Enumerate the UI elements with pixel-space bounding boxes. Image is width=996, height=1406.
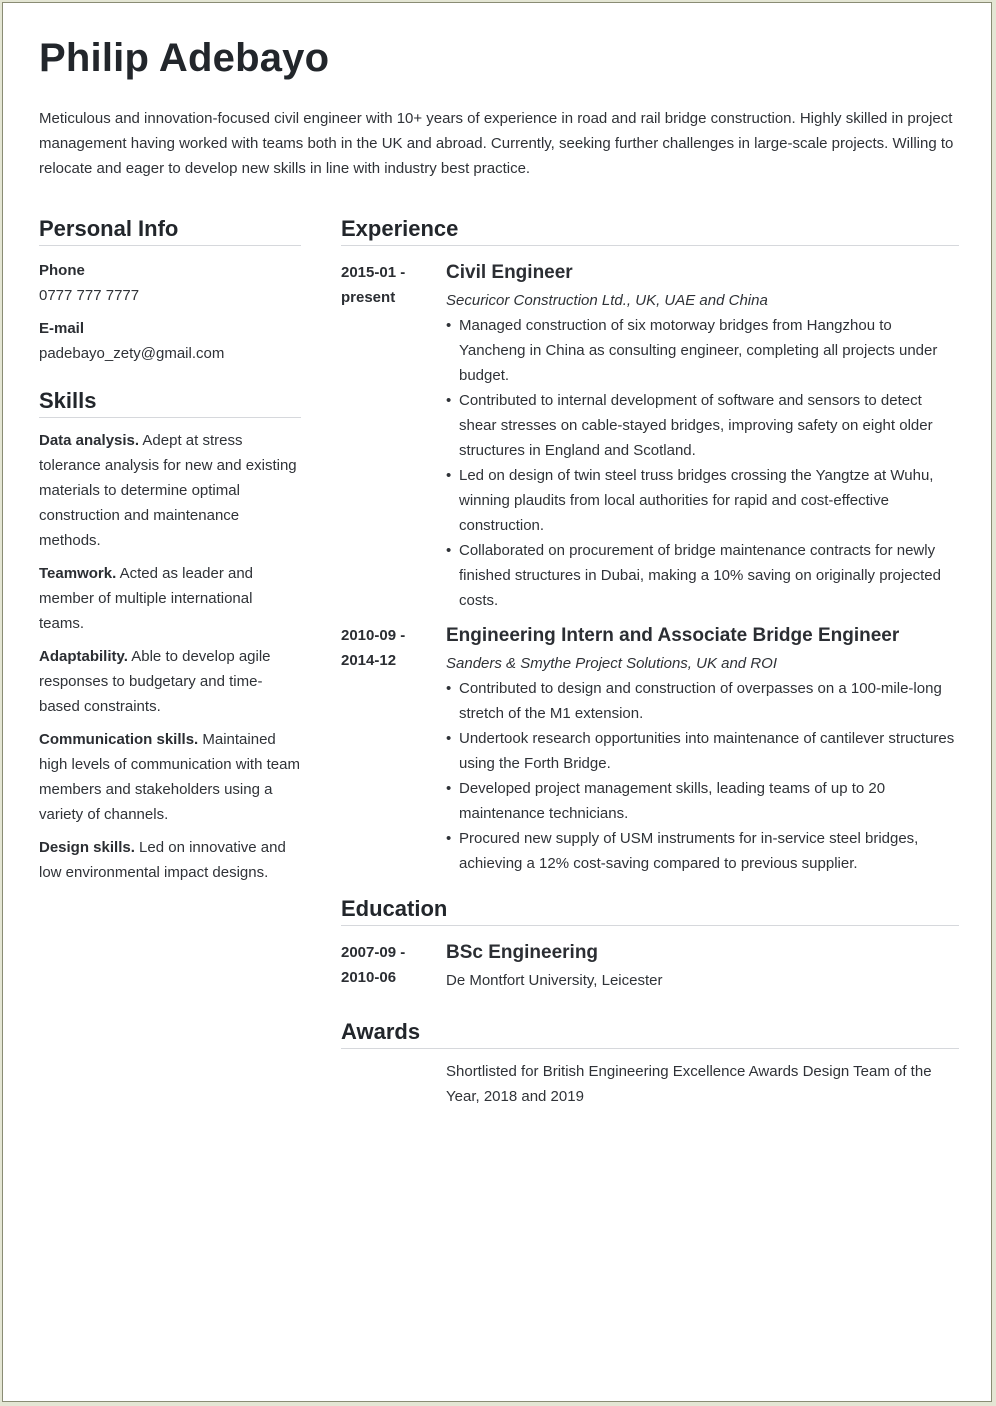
experience-entry (341, 623, 959, 876)
profile-summary: Meticulous and innovation-focused civil engineer with 10+ years of experience in road and rail bridge construction. Highly skilled in project management having worked with teams both in the UK and abroad. Currently, seeking further challenges in large-scale projects. Willing to relocate and eager to develop new skills in line with industry best practice. (39, 110, 954, 177)
bullet-icon: • (446, 680, 452, 697)
email-label: E-mail (39, 320, 85, 337)
bullet-item (446, 388, 959, 463)
bullet-text: Procured new supply of USM instruments for in-service steel bridges, achieving a 12% cost-saving compared to previous supplier. (459, 830, 919, 872)
entry-date (341, 260, 446, 613)
email-value: padebayo_zety@gmail.com (39, 345, 225, 362)
bullet-icon: • (446, 780, 452, 797)
company-name: Sanders & Smythe Project Solutions, UK and ROI (446, 655, 777, 672)
personal-info-heading: Personal Info (39, 216, 301, 246)
entry-body (446, 940, 959, 993)
entry-body (446, 260, 959, 613)
date-end: 2014-12 (341, 652, 397, 669)
skill-item (39, 835, 301, 885)
experience-heading: Experience (341, 216, 959, 246)
skill-item (39, 561, 301, 636)
skill-description: Able to develop agile responses to budgetary and time-based constraints. (39, 648, 271, 715)
award-text: Shortlisted for British Engineering Excellence Awards Design Team of the Year, 2018 and 2019 (446, 1063, 932, 1105)
job-bullets (446, 676, 959, 876)
skill-name: Data analysis. (39, 432, 140, 449)
bullet-icon: • (446, 542, 452, 559)
bullet-item (446, 726, 959, 776)
degree-title: BSc Engineering (446, 942, 599, 963)
skill-name: Teamwork. (39, 565, 117, 582)
education-entry (341, 940, 959, 993)
entry-date (341, 1059, 446, 1109)
candidate-name: Philip Adebayo (39, 36, 330, 80)
bullet-icon: • (446, 830, 452, 847)
skills-list (39, 428, 301, 885)
bullet-icon: • (446, 392, 452, 409)
skills-heading: Skills (39, 388, 301, 418)
date-start: 2015-01 - (341, 264, 406, 281)
award-entry (341, 1059, 959, 1109)
entry-body (446, 1059, 959, 1109)
date-end: present (341, 289, 396, 306)
entry-body (446, 623, 959, 876)
bullet-icon: • (446, 730, 452, 747)
bullet-item (446, 313, 959, 388)
bullet-icon: • (446, 317, 452, 334)
skill-description: Adept at stress tolerance analysis for new and existing materials to determine optimal construction and maintenance methods. (39, 432, 297, 549)
job-bullets (446, 313, 959, 613)
bullet-text: Contributed to internal development of software and sensors to detect shear stresses on cable-stayed bridges, improving safety on eight older structures in England and Scotland. (459, 392, 933, 459)
skill-name: Design skills. (39, 839, 135, 856)
skill-item (39, 428, 301, 553)
bullet-text: Contributed to design and construction of overpasses on a 100-mile-long stretch of the M1 extension. (459, 680, 942, 722)
phone-block (39, 258, 301, 308)
bullet-text: Developed project management skills, leading teams of up to 20 maintenance technicians. (459, 780, 886, 822)
date-start: 2007-09 - (341, 944, 406, 961)
bullet-item (446, 826, 959, 876)
bullet-text: Undertook research opportunities into maintenance of cantilever structures using the Forth Bridge. (459, 730, 955, 772)
left-column (39, 216, 301, 893)
bullet-item (446, 676, 959, 726)
bullet-item (446, 538, 959, 613)
entry-date (341, 940, 446, 993)
date-start: 2010-09 - (341, 627, 406, 644)
skill-name: Communication skills. (39, 731, 199, 748)
date-end: 2010-06 (341, 969, 397, 986)
school-name: De Montfort University, Leicester (446, 972, 663, 989)
skill-description: Led on innovative and low environmental impact designs. (39, 839, 286, 881)
skill-item (39, 644, 301, 719)
phone-value: 0777 777 7777 (39, 287, 140, 304)
skill-name: Adaptability. (39, 648, 128, 665)
right-column (341, 216, 959, 1109)
resume-page (2, 2, 992, 1402)
bullet-text: Managed construction of six motorway bridges from Hangzhou to Yancheng in China as consulting engineer, completing all projects under budget. (459, 317, 938, 384)
job-title: Civil Engineer (446, 262, 573, 283)
bullet-icon: • (446, 467, 452, 484)
job-title: Engineering Intern and Associate Bridge Engineer (446, 625, 900, 646)
bullet-text: Collaborated on procurement of bridge maintenance contracts for newly finished structures in Dubai, making a 10% saving on originally projected costs. (459, 542, 941, 609)
bullet-item (446, 463, 959, 538)
skill-description: Maintained high levels of communication with team members and stakeholders using a variety of channels. (39, 731, 300, 823)
skill-item (39, 727, 301, 827)
phone-label: Phone (39, 262, 85, 279)
education-heading: Education (341, 896, 959, 926)
entry-date (341, 623, 446, 876)
skill-description: Acted as leader and member of multiple international teams. (39, 565, 254, 632)
awards-heading: Awards (341, 1019, 959, 1049)
email-block (39, 316, 301, 366)
bullet-text: Led on design of twin steel truss bridges crossing the Yangtze at Wuhu, winning plaudits from local authorities for rapid and cost-effective construction. (459, 467, 934, 534)
company-name: Securicor Construction Ltd., UK, UAE and China (446, 292, 768, 309)
experience-entry (341, 260, 959, 613)
bullet-item (446, 776, 959, 826)
